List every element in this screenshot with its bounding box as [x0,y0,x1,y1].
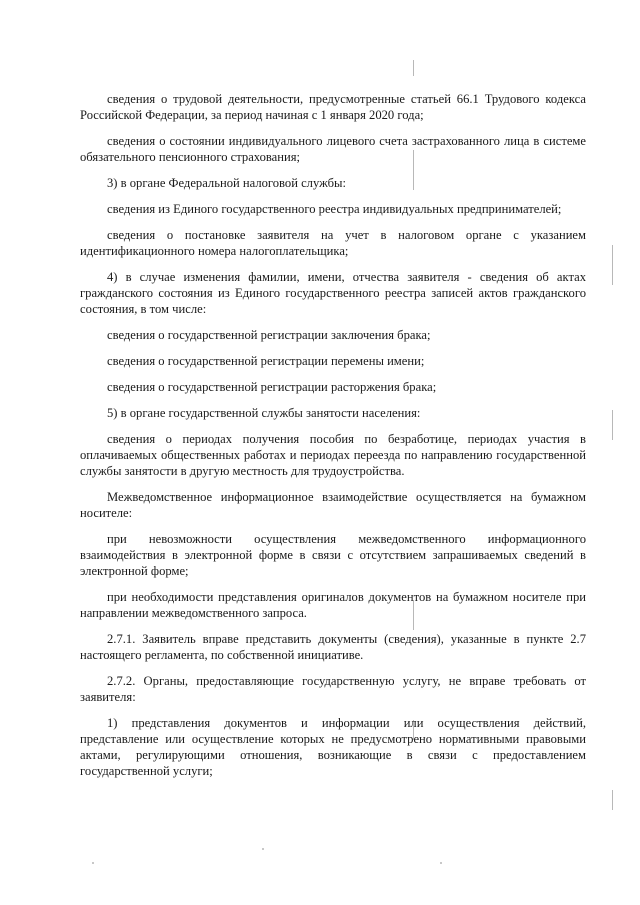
paragraph: сведения о состоянии индивидуального лицевого счета застрахованного лица в системе обязательного пенсионного страхования; [80,134,586,164]
paragraph: Межведомственное информационное взаимодействие осуществляется на бумажном носителе: [80,490,586,520]
scan-artifact-line [612,245,613,285]
paragraph: 1) представления документов и информации или осуществления действий, представление или осуществление которых не предусмотрено нормативными правовыми актами, регулирующими отношения, возникающие в связи с предоставлением государственной услуги; [80,716,586,778]
paragraph: сведения о периодах получения пособия по безработице, периодах участия в оплачиваемых общественных работах и периодах переезда по направлению государственной службы занятости в другую местность для трудоустройства. [80,432,586,478]
scan-artifact-line [612,410,613,440]
scan-artifact-dot [92,862,94,864]
scan-artifact-line [413,60,414,76]
paragraph: сведения о государственной регистрации перемены имени; [107,354,425,368]
paragraph: сведения о постановке заявителя на учет в налоговом органе с указанием идентификационного номера налогоплательщика; [80,228,586,258]
document-body [80,91,586,779]
paragraph: при необходимости представления оригиналов документов на бумажном носителе при направлении межведомственного запроса. [80,590,586,620]
paragraph: сведения о государственной регистрации расторжения брака; [107,380,437,394]
scan-artifact-dot [262,848,264,850]
paragraph: 3) в органе Федеральной налоговой службы: [107,176,347,190]
paragraph: 5) в органе государственной службы занятости населения: [107,406,421,420]
scan-artifact-line [612,790,613,810]
paragraph: при невозможности осуществления межведомственного информационного взаимодействия в электронной форме в связи с отсутствием запрашиваемых сведений в электронной форме; [80,532,586,578]
paragraph: сведения о государственной регистрации заключения брака; [107,328,431,342]
paragraph: сведения из Единого государственного реестра индивидуальных предпринимателей; [107,202,562,216]
paragraph: 2.7.2. Органы, предоставляющие государственную услугу, не вправе требовать от заявителя: [80,674,586,704]
paragraph: сведения о трудовой деятельности, предусмотренные статьей 66.1 Трудового кодекса Российской Федерации, за период начиная с 1 января 2020 года; [80,92,586,122]
scan-artifact-dot [440,862,442,864]
paragraph: 2.7.1. Заявитель вправе представить документы (сведения), указанные в пункте 2.7 настоящего регламента, по собственной инициативе. [80,632,586,662]
paragraph: 4) в случае изменения фамилии, имени, отчества заявителя - сведения об актах гражданского состояния из Единого государственного реестра записей актов гражданского состояния, в том числе: [80,270,586,316]
